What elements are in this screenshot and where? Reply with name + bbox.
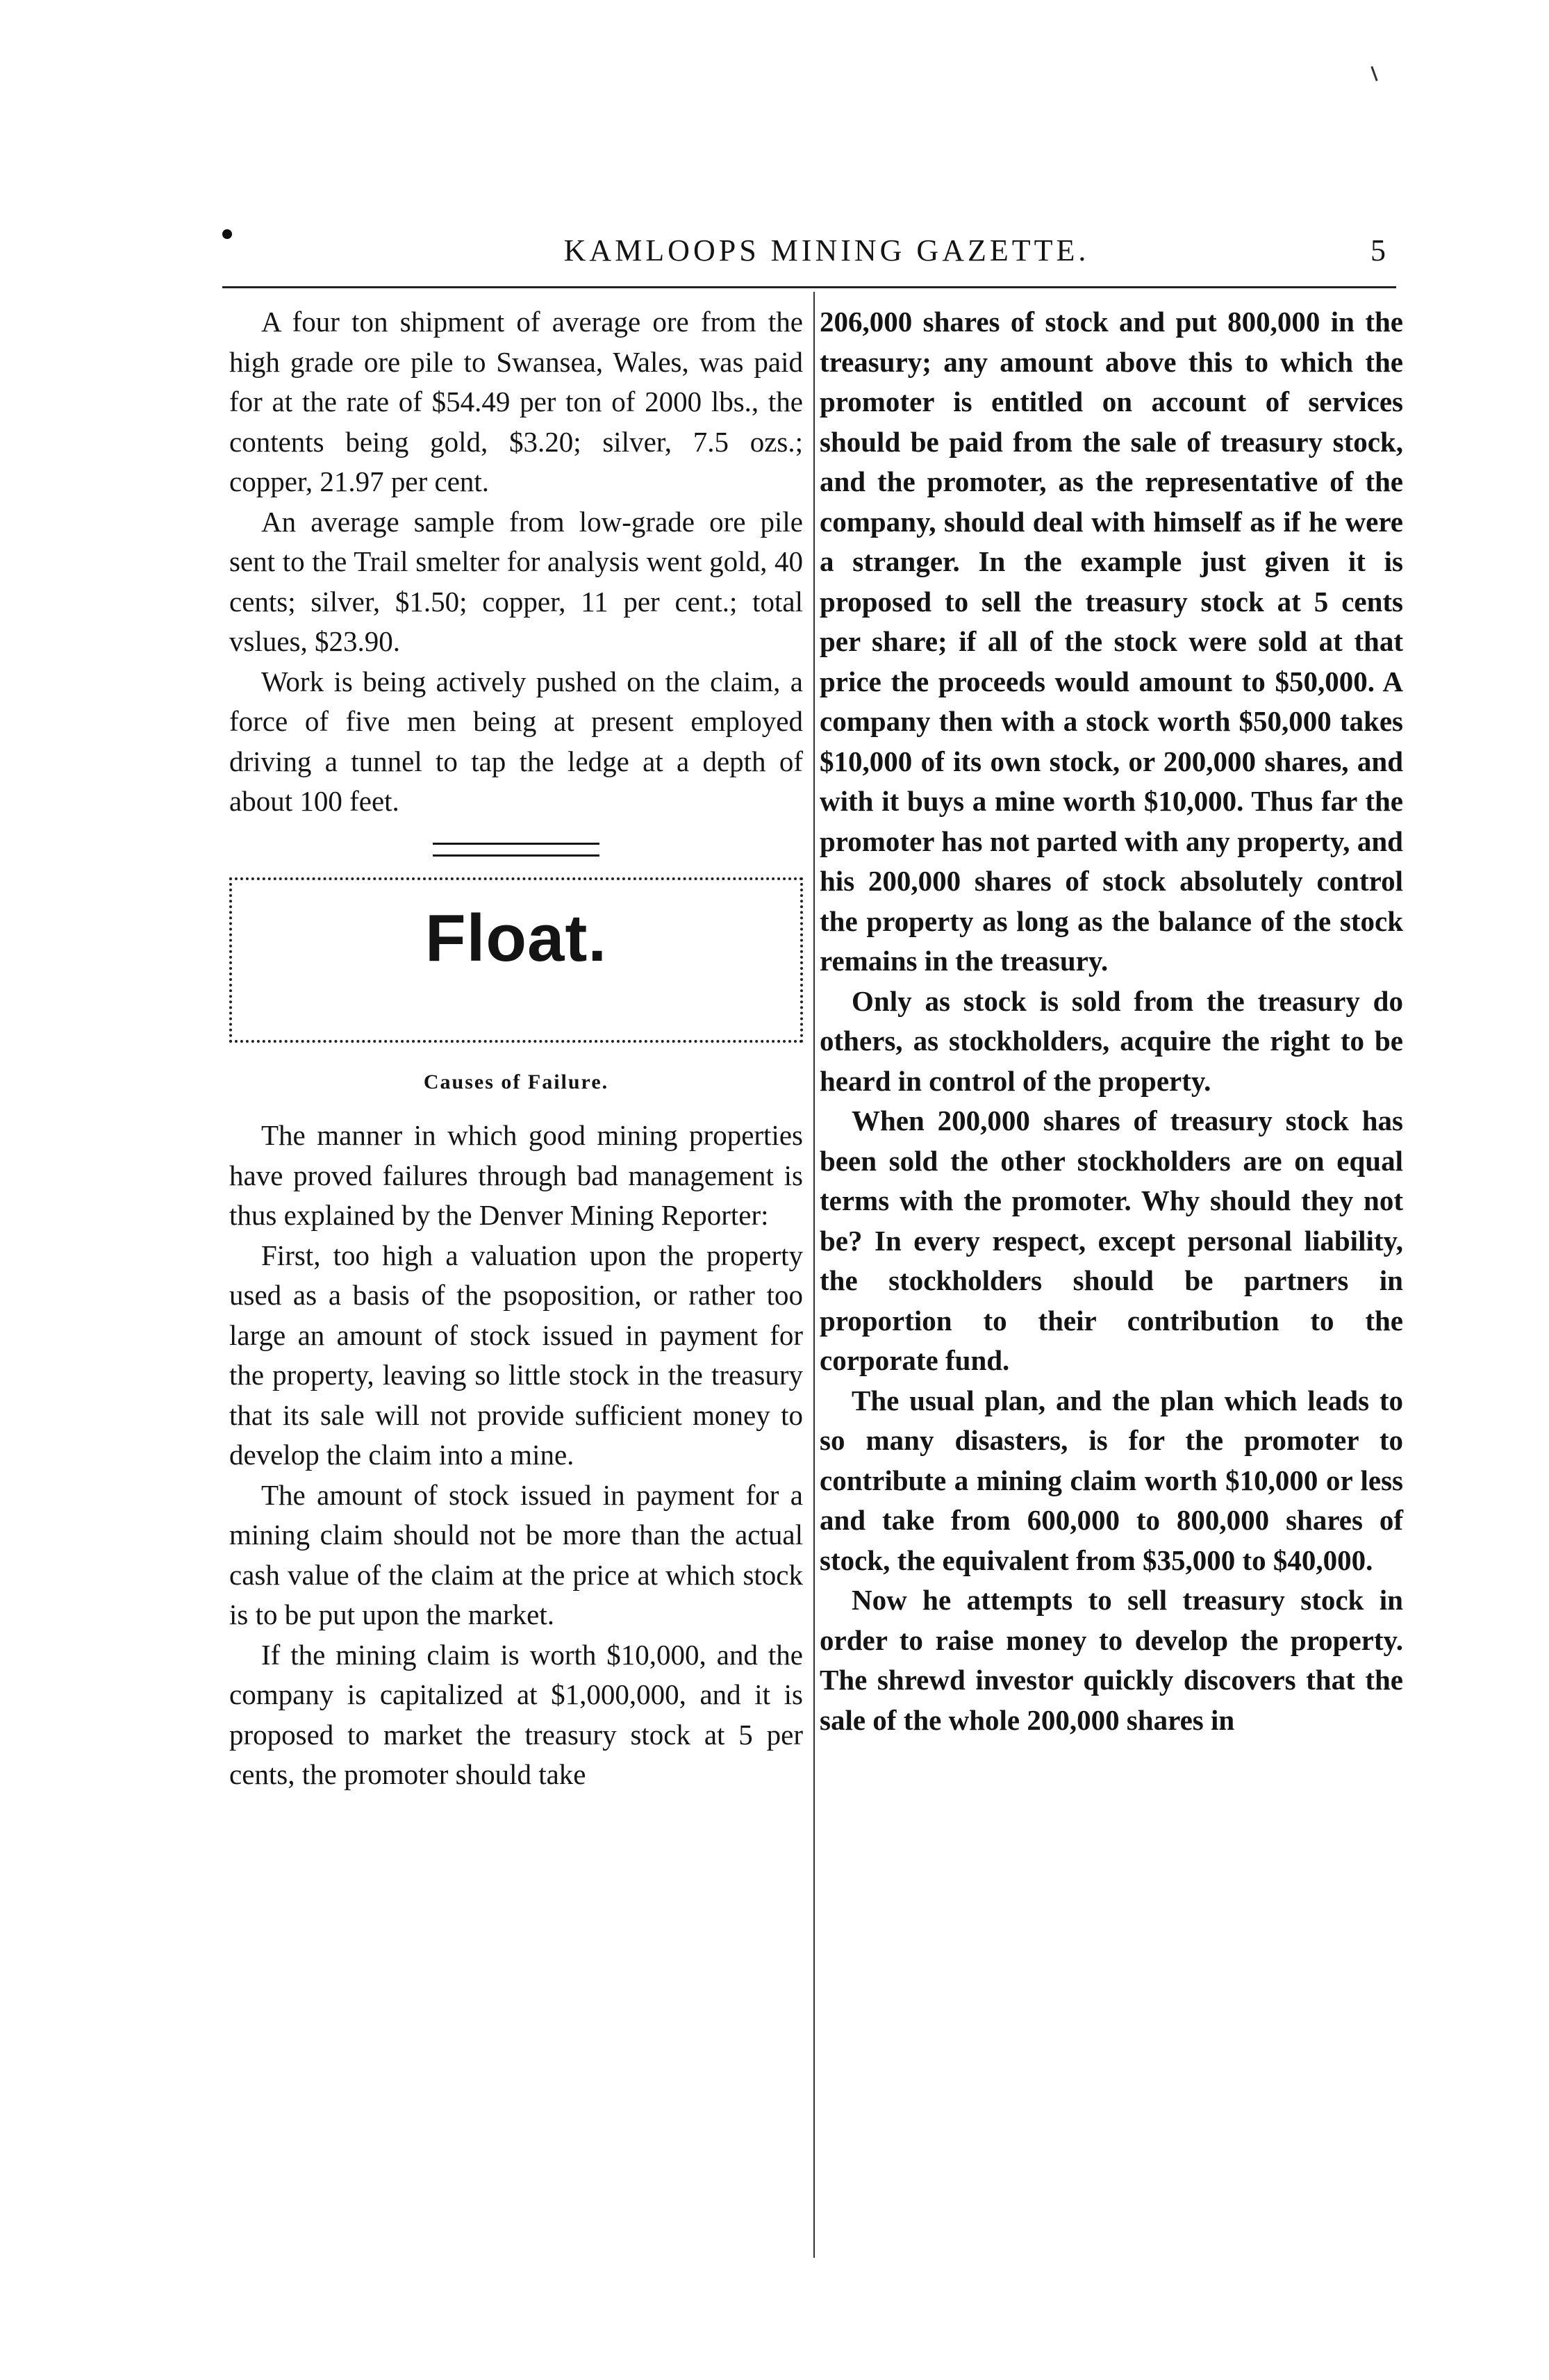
continued-paragraph: 206,000 shares of stock and put 800,000 in the treasury; any amount above this to which the promoter is entitled on account of services should be paid from the sale of treasury stock, and the promoter, as the representative of the company, should deal with himself as if he were a stranger. In the example just given it is proposed to sell the treasury stock at 5 cents per share; if all of the stock were sold at that price the proceeds would amount to $50,000. A company then with a stock worth $50,000 takes $10,000 of its own stock, or 200,000 shares, and with it buys a mine worth $10,000. Thus far the promoter has not parted with any property, and his 200,000 shares of stock absolutely control the property as long as the balance of the stock remains in the treasury. [820, 306, 1403, 977]
example-paragraph: If the mining claim is worth $10,000, and the company is capitalized at $1,000,000, and it is proposed to market the treasury stock at 5 per cents, the promoter should take [229, 1638, 803, 1790]
intro-paragraph: The manner in which good mining properties have proved failures through bad management is thus explained by the Denver Mining Reporter: [229, 1119, 803, 1231]
float-ornament-box [229, 877, 803, 1043]
page-bullet-mark [222, 229, 232, 239]
sample-paragraph: An average sample from low-grade ore pile sent to the Trail smelter for analysis went gold, 40 cents; silver, $1.50; copper, 11 per cent.; total vslues, $23.90. [229, 505, 803, 657]
stock-amount-paragraph: The amount of stock issued in payment for a mining claim should not be more than the actual cash value of the claim at the price at which stock is to be put upon the market. [229, 1478, 803, 1630]
right-column [820, 302, 1403, 1740]
work-paragraph: Work is being actively pushed on the claim, a force of five men being at present employed driving a tunnel to tap the ledge at a depth of about 100 feet. [229, 665, 803, 817]
left-column [229, 302, 803, 1795]
shipment-paragraph: A four ton shipment of average ore from the high grade ore pile to Swansea, Wales, was paid for at the rate of $54.49 per ton of 2000 lbs., the contents being gold, $3.20; silver, 7.5 ozs.; copper, 21.97 per cent. [229, 306, 803, 497]
equal-terms-paragraph: When 200,000 shares of treasury stock has been sold the other stockholders are on equal terms with the promoter. Why should they not be? In every respect, except personal liability, the stockholders should be partners in proportion to their contribution to the corporate fund. [820, 1105, 1403, 1376]
header-rule [222, 286, 1396, 288]
treasury-sale-paragraph: Now he attempts to sell treasury stock in order to raise money to develop the property. The shrewd investor quickly discovers that the sale of the whole 200,000 shares in [820, 1584, 1403, 1736]
corner-mark [1370, 66, 1377, 81]
section-divider [433, 843, 599, 857]
float-heading: Float. [425, 900, 607, 975]
page-number: 5 [1370, 233, 1389, 267]
usual-plan-paragraph: The usual plan, and the plan which leads to so many disasters, is for the promoter to contribute a mining claim worth $10,000 or less and take from 600,000 to 800,000 shares of stock, the equivalent from $35,000 to $40,000. [820, 1384, 1403, 1576]
article-subheading: Causes of Failure. [423, 1070, 609, 1093]
first-cause-paragraph: First, too high a valuation upon the property used as a basis of the psoposition, or rather too large an amount of stock issued in payment for the property, leaving so little stock in the treasury that its sale will not provide sufficient money to develop the claim into a mine. [229, 1239, 803, 1471]
stockholders-paragraph: Only as stock is sold from the treasury do others, as stockholders, acquire the right to be heard in control of the property. [820, 984, 1403, 1097]
publication-title: KAMLOOPS MINING GAZETTE. [563, 233, 1090, 267]
column-divider [813, 292, 815, 2258]
running-header [236, 233, 1417, 274]
